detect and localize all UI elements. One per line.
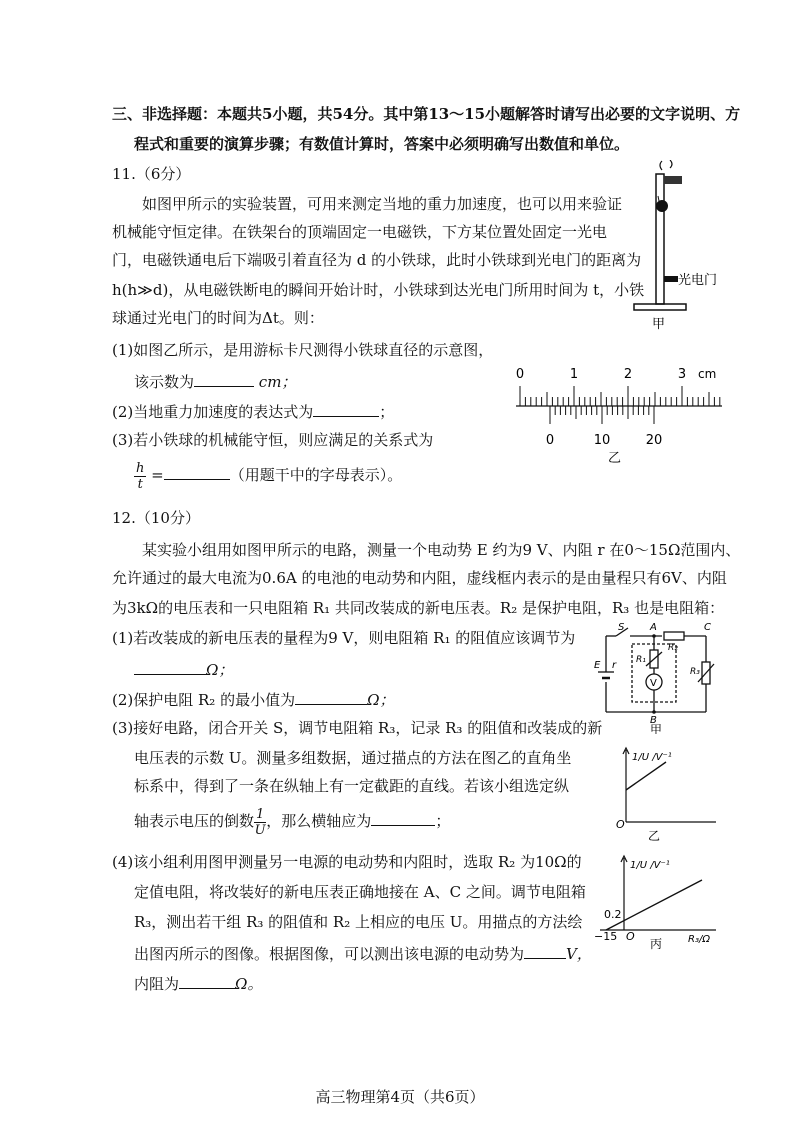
x-axis-label: R₃/Ω [688,934,710,945]
plot-line [606,880,702,930]
plot-line [626,762,666,790]
q11-sub2-row [112,400,394,422]
figure-caption: 乙 [608,451,622,464]
q11-sub1-text: (1)如图乙所示，是用游标卡尺测得小铁球直径的示意图， [112,341,494,359]
electromagnet [664,176,682,184]
label-r3: R₃ [690,667,700,677]
main-scale-label: 3 [677,367,687,382]
y-axis-label: 1/U /V⁻¹ [632,752,672,763]
q11-paragraph-line: 机械能守恒定律。在铁架台的顶端固定一电磁铁，下方某位置处固定一光电 [112,223,608,241]
photogate [664,276,678,282]
q12-sub2-blank[interactable] [295,688,367,705]
q12-sub4-r-blank[interactable] [179,972,235,989]
q12-sub1-unit: Ω； [206,661,234,679]
label-switch: S [618,622,625,633]
q12-header: 12.（10分） [112,509,200,527]
figure-graph-bing [592,852,728,952]
section-heading-line1: 三、非选择题：本题共5小题，共54分。其中第13～15小题解答时请写出必要的文字说明、方 [112,105,741,123]
main-scale-label: 2 [623,367,633,382]
q12-sub4-unit-v: V， [566,945,592,963]
figure-iron-stand [620,160,730,335]
resistor-r2 [664,632,684,640]
origin-label: O [626,930,635,943]
q11-sub3-formula-row [134,460,402,492]
q11-sub1-unit: cm； [258,373,297,391]
label-voltmeter: V [650,678,657,689]
scale-unit: cm [698,367,717,381]
label-node-a: A [650,622,657,633]
q12-sub4-text: (4)该小组利用图甲测量另一电源的电动势和内阻时，选取 R₂ 为10Ω的 [112,853,582,871]
label-r2: R₂ [668,643,678,653]
figure-graph-yi [604,744,724,844]
one-over-u-fraction: $\frac{1}{U}$ [254,806,266,838]
q11-sub1-blank[interactable] [194,370,254,387]
q12-sub3-blank[interactable] [371,809,435,826]
q11-paragraph-line: 如图甲所示的实验装置，可用来测定当地的重力加速度，也可以用来验证 [142,195,623,213]
q12-sub4-row [134,972,262,994]
q12-paragraph-line: 允许通过的最大电流为0.6A 的电池的电动势和内阻，虚线框内表示的是由量程只有6V、内阻 [112,569,727,587]
iron-ball [656,200,668,212]
label-internal-r: r [612,660,617,671]
vernier-scale-label: 0 [545,433,555,448]
origin-label: O [616,818,625,831]
main-scale-ticks [520,386,720,406]
label-node-c: C [704,622,711,633]
q12-sub3-text: 标系中，得到了一条在纵轴上有一定截距的直线。若该小组选定纵 [134,777,570,795]
q12-sub1-blank[interactable] [134,658,206,675]
q12-sub3-prefix: 轴表示电压的倒数 [134,812,255,830]
main-scale-label: 0 [515,367,525,382]
vernier-scale-ticks [550,406,654,424]
label-emf: E [594,660,601,671]
q11-sub3-blank[interactable] [164,463,230,480]
h-over-t-fraction: $\frac{h}{t}$ [136,460,145,492]
q12-sub1-answer-row [134,658,233,680]
figure-caption: 甲 [652,317,666,332]
label-photogate: 光电门 [678,273,718,288]
vernier-scale-label: 10 [593,433,611,448]
q12-sub4-r-prefix: 内阻为 [134,975,180,993]
q11-sub2-prefix: (2)当地重力加速度的表达式为 [112,403,314,421]
equals-sign: = [151,466,164,484]
q12-paragraph-line: 为3kΩ的电压表和一只电阻箱 R₁ 共同改装成的新电压表。R₂ 是保护电阻，R₃ 也是电阻箱： [112,599,725,617]
q12-sub3-text: 电压表的示数 U。测量多组数据，通过描点的方法在图乙的直角坐 [134,749,572,767]
q12-sub3-mid: ，那么横轴应为 [266,812,372,830]
figure-caption: 丙 [650,937,663,951]
q12-sub2-prefix: (2)保护电阻 R₂ 的最小值为 [112,691,296,709]
stand-base [634,304,686,310]
q11-sub2-suffix: ； [379,403,395,421]
q12-sub3-text: (3)接好电路，闭合开关 S，调节电阻箱 R₃，记录 R₃ 的阻值和改装成的新 [112,719,603,737]
q11-header: 11.（6分） [112,165,191,183]
figure-circuit [594,622,726,734]
page-footer: 高三物理第4页（共6页） [315,1088,485,1106]
q11-sub1-answer-row [134,370,296,392]
q11-sub3-text: (3)若小铁球的机械能守恒，则应满足的关系式为 [112,431,434,449]
q12-sub4-row [134,942,592,964]
q12-sub2-unit: Ω； [367,691,395,709]
y-axis-label: 1/U /V⁻¹ [630,860,670,871]
x-intercept-label: −15 [594,930,618,943]
q11-paragraph-line: 门，电磁铁通电后下端吸引着直径为 d 的小铁球，此时小铁球到光电门的距离为 [112,251,642,269]
label-r1: R₁ [636,655,646,665]
q12-paragraph-line: 某实验小组用如图甲所示的电路，测量一个电动势 E 约为9 V、内阻 r 在0～15Ω范围内、 [142,541,741,559]
q12-sub4-prefix: 出图丙所示的图像。根据图像，可以测出该电源的电动势为 [134,945,525,963]
q11-paragraph-line: h(h≫d)，从电磁铁断电的瞬间开始计时，小铁球到达光电门所用时间为 t，小铁 [112,281,645,299]
main-scale-label: 1 [569,367,579,382]
q11-sub3-suffix: （用题干中的字母表示）。 [229,466,403,484]
figure-vernier-caliper [512,362,726,464]
vernier-scale-label: 20 [645,433,663,448]
q12-sub4-text: R₃，测出若干组 R₃ 的阻值和 R₂ 上相应的电压 U。用描点的方法绘 [134,913,583,931]
q12-sub4-unit-ohm: Ω。 [235,975,263,993]
section-heading-line2: 程式和重要的演算步骤；有数值计算时，答案中必须明确写出数值和单位。 [134,135,630,153]
q12-sub3-suffix: ； [435,812,451,830]
q12-sub2-row [112,688,395,710]
figure-caption: 乙 [648,829,661,843]
figure-caption: 甲 [650,723,663,734]
q12-sub4-emf-blank[interactable] [524,942,566,959]
q11-paragraph-line: 球通过光电门的时间为Δt。则： [112,309,324,327]
q12-sub3-answer-row [134,806,450,838]
q11-sub2-blank[interactable] [313,400,379,417]
q12-sub4-text: 定值电阻，将改装好的新电压表正确地接在 A、C 之间。调节电阻箱 [134,883,586,901]
q12-sub1-text: (1)若改装成的新电压表的量程为9 V，则电阻箱 R₁ 的阻值应该调节为 [112,629,576,647]
label-node-b: B [650,715,657,726]
y-intercept-label: 0.2 [604,908,622,921]
q11-sub1-prefix: 该示数为 [134,373,195,391]
